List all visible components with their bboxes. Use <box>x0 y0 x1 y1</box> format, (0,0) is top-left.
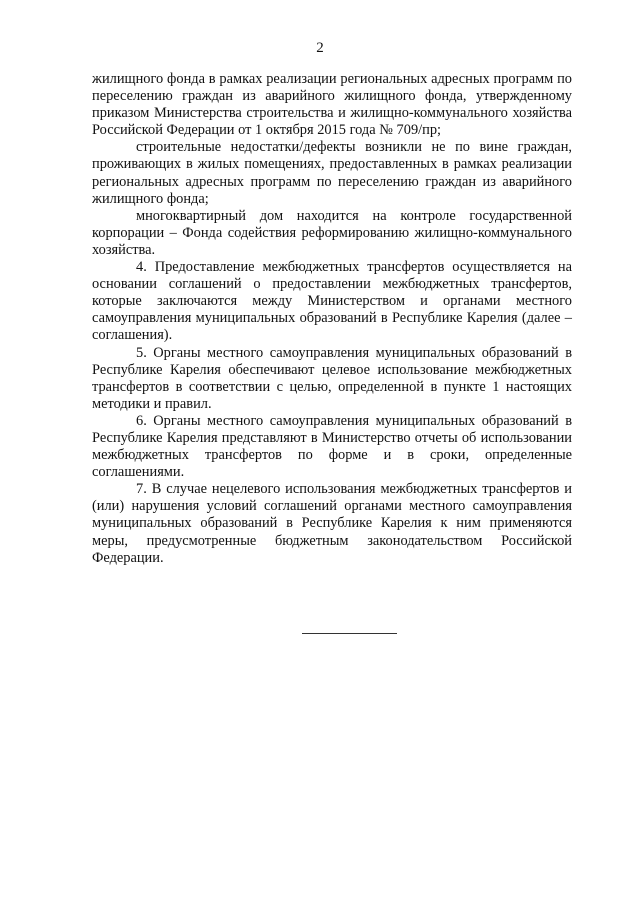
paragraph-defects: строительные недостатки/дефекты возникли не по вине граждан, проживающих в жилых помещениях, предоставленных в рамках реализации региональных адресных программ по переселению граждан из аварийного жилищного фонда; <box>92 139 572 207</box>
paragraph-continuation: жилищного фонда в рамках реализации региональных адресных программ по переселению граждан из аварийного жилищного фонда, утвержденному приказом Министерства строительства и жилищно-коммунального хозяйства Российской Федерации от 1 октября 2015 года № 709/пр; <box>92 71 572 139</box>
end-of-document-rule <box>302 633 397 634</box>
paragraph-item-6: 6. Органы местного самоуправления муниципальных образований в Республике Карелия представляют в Министерство отчеты об использовании межбюджетных трансфертов по форме и в сроки, определенные соглашениями. <box>92 412 572 481</box>
paragraph-control: многоквартирный дом находится на контроле государственной корпорации – Фонда содействия реформированию жилищно-коммунального хозяйства. <box>92 207 572 258</box>
page-number: 2 <box>316 40 324 56</box>
paragraph-item-7: 7. В случае нецелевого использования межбюджетных трансфертов и (или) нарушения условий соглашений органами местного самоуправления муниципальных образований в Республике Карелия к ним применяются меры, предусмотренные бюджетным законодательством Российской Федерации. <box>92 481 572 566</box>
paragraph-item-4: 4. Предоставление межбюджетных трансфертов осуществляется на основании соглашений о предоставлении межбюджетных трансфертов, которые заключаются между Министерством и органами местного самоуправления муниципальных образований в Республике Карелия (далее – соглашения). <box>92 259 572 344</box>
document-body <box>92 71 572 567</box>
paragraph-item-5: 5. Органы местного самоуправления муниципальных образований в Республике Карелия обеспечивают целевое использование межбюджетных трансфертов в соответствии с целью, определенной в пункте 1 настоящих методики и правил. <box>92 344 572 412</box>
